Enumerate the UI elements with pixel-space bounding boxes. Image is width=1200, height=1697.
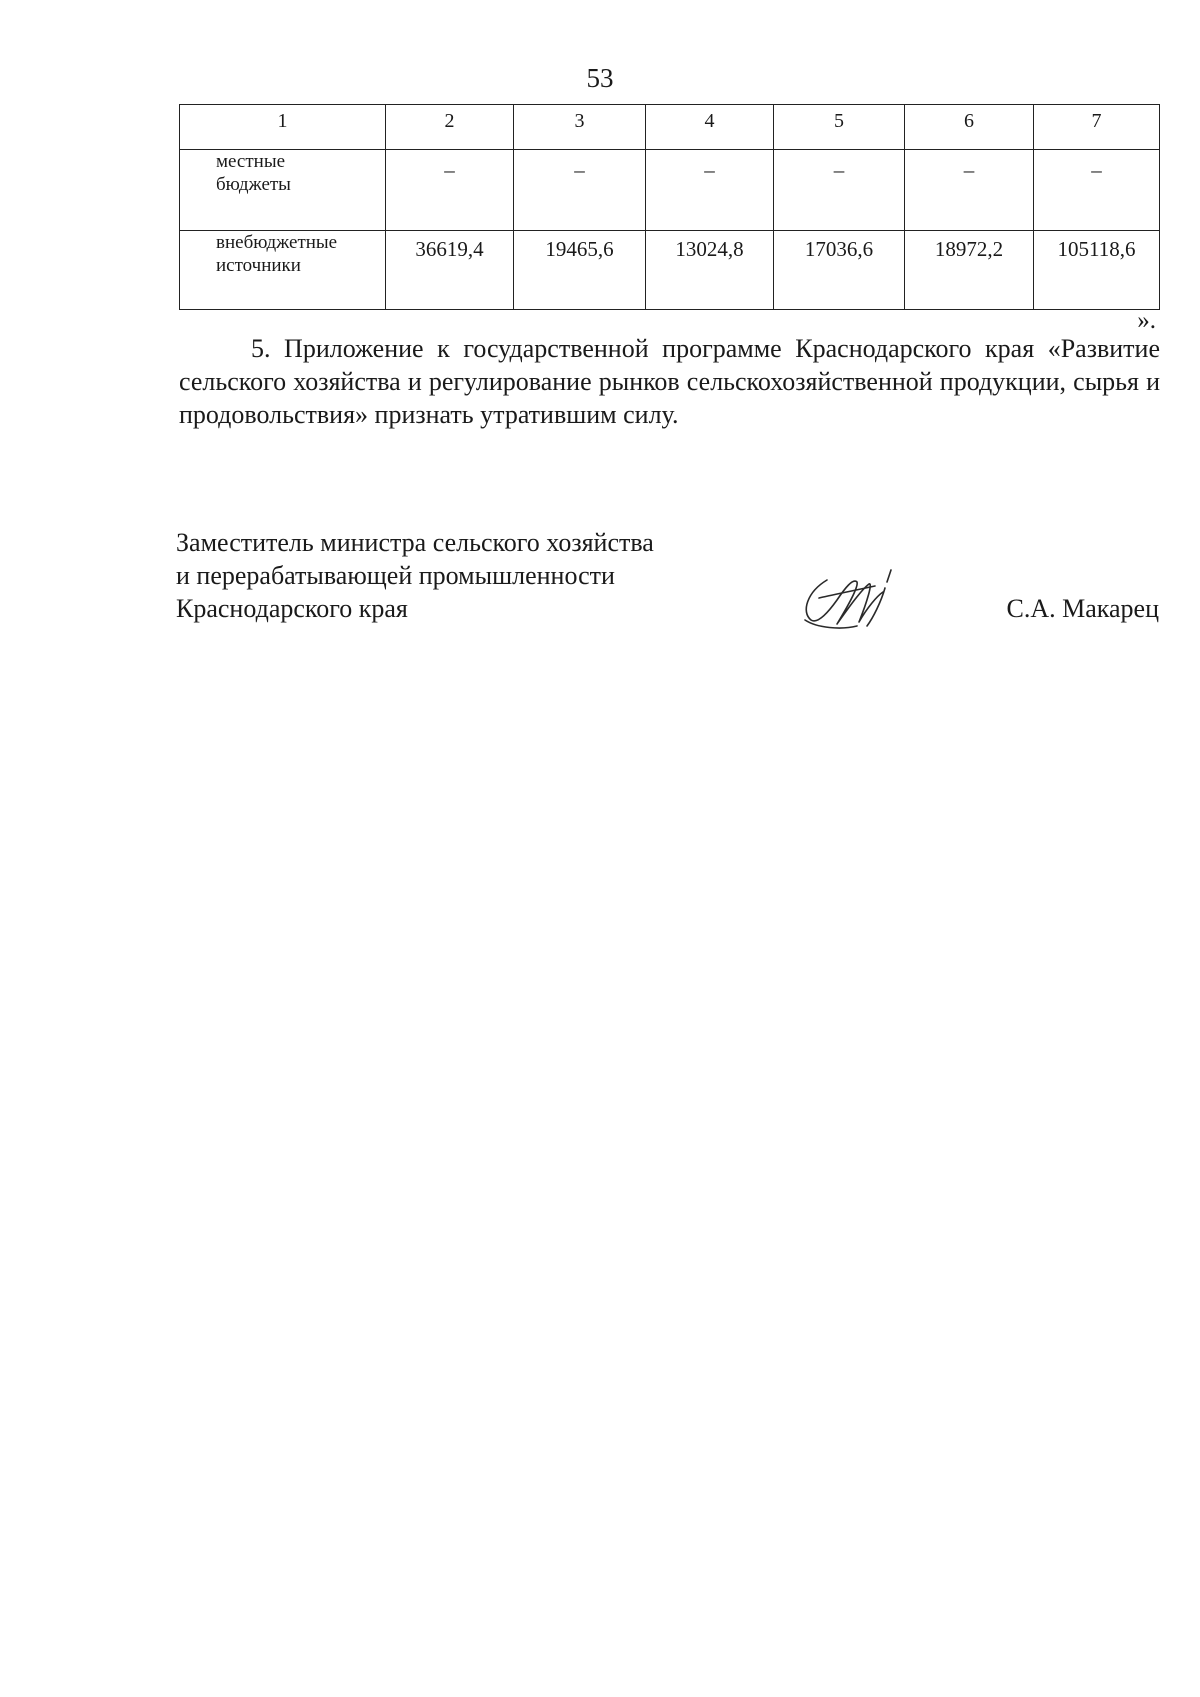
table-cell: – <box>774 150 905 231</box>
paragraph-5: 5. Приложение к государственной программе Краснодарского края «Развитие сельского хозяйства и регулирование рынков сельскохозяйственной продукции, сырья и продовольствия» признать утратившим силу. <box>179 334 1160 429</box>
closing-quote: ». <box>1137 307 1156 334</box>
row-label-line: внебюджетные <box>216 232 338 253</box>
table-row <box>180 150 1160 231</box>
table-cell: 36619,4 <box>386 231 514 310</box>
signatory-title-line: и перерабатывающей промышленности <box>176 561 615 590</box>
signatory-name: С.А. Макарец <box>1006 594 1159 623</box>
financing-table <box>179 104 1160 310</box>
table-header-cell: 1 <box>180 105 386 150</box>
table-header-cell: 3 <box>514 105 646 150</box>
row-label <box>180 231 386 310</box>
page-number: 53 <box>586 63 614 93</box>
table-cell: 13024,8 <box>646 231 774 310</box>
row-label <box>180 150 386 231</box>
table-header-cell: 7 <box>1034 105 1160 150</box>
table-header-cell: 6 <box>905 105 1034 150</box>
table-cell: – <box>386 150 514 231</box>
table-cell: – <box>646 150 774 231</box>
table-cell: – <box>514 150 646 231</box>
table-cell: 17036,6 <box>774 231 905 310</box>
signatory-title-line: Заместитель министра сельского хозяйства <box>176 528 654 557</box>
handwritten-signature <box>797 562 907 634</box>
table-header-cell: 2 <box>386 105 514 150</box>
row-label-line: местные <box>216 151 286 172</box>
table-cell: – <box>1034 150 1160 231</box>
table-cell: – <box>905 150 1034 231</box>
table-header-cell: 4 <box>646 105 774 150</box>
signatory-title-line: Краснодарского края <box>176 594 408 623</box>
table-header-cell: 5 <box>774 105 905 150</box>
table-row <box>180 231 1160 310</box>
table-cell: 19465,6 <box>514 231 646 310</box>
row-label-line: бюджеты <box>216 174 291 195</box>
row-label-line: источники <box>216 255 301 276</box>
table-cell: 105118,6 <box>1034 231 1160 310</box>
signatory-title <box>176 526 654 625</box>
table-header-row <box>180 105 1160 150</box>
table-cell: 18972,2 <box>905 231 1034 310</box>
